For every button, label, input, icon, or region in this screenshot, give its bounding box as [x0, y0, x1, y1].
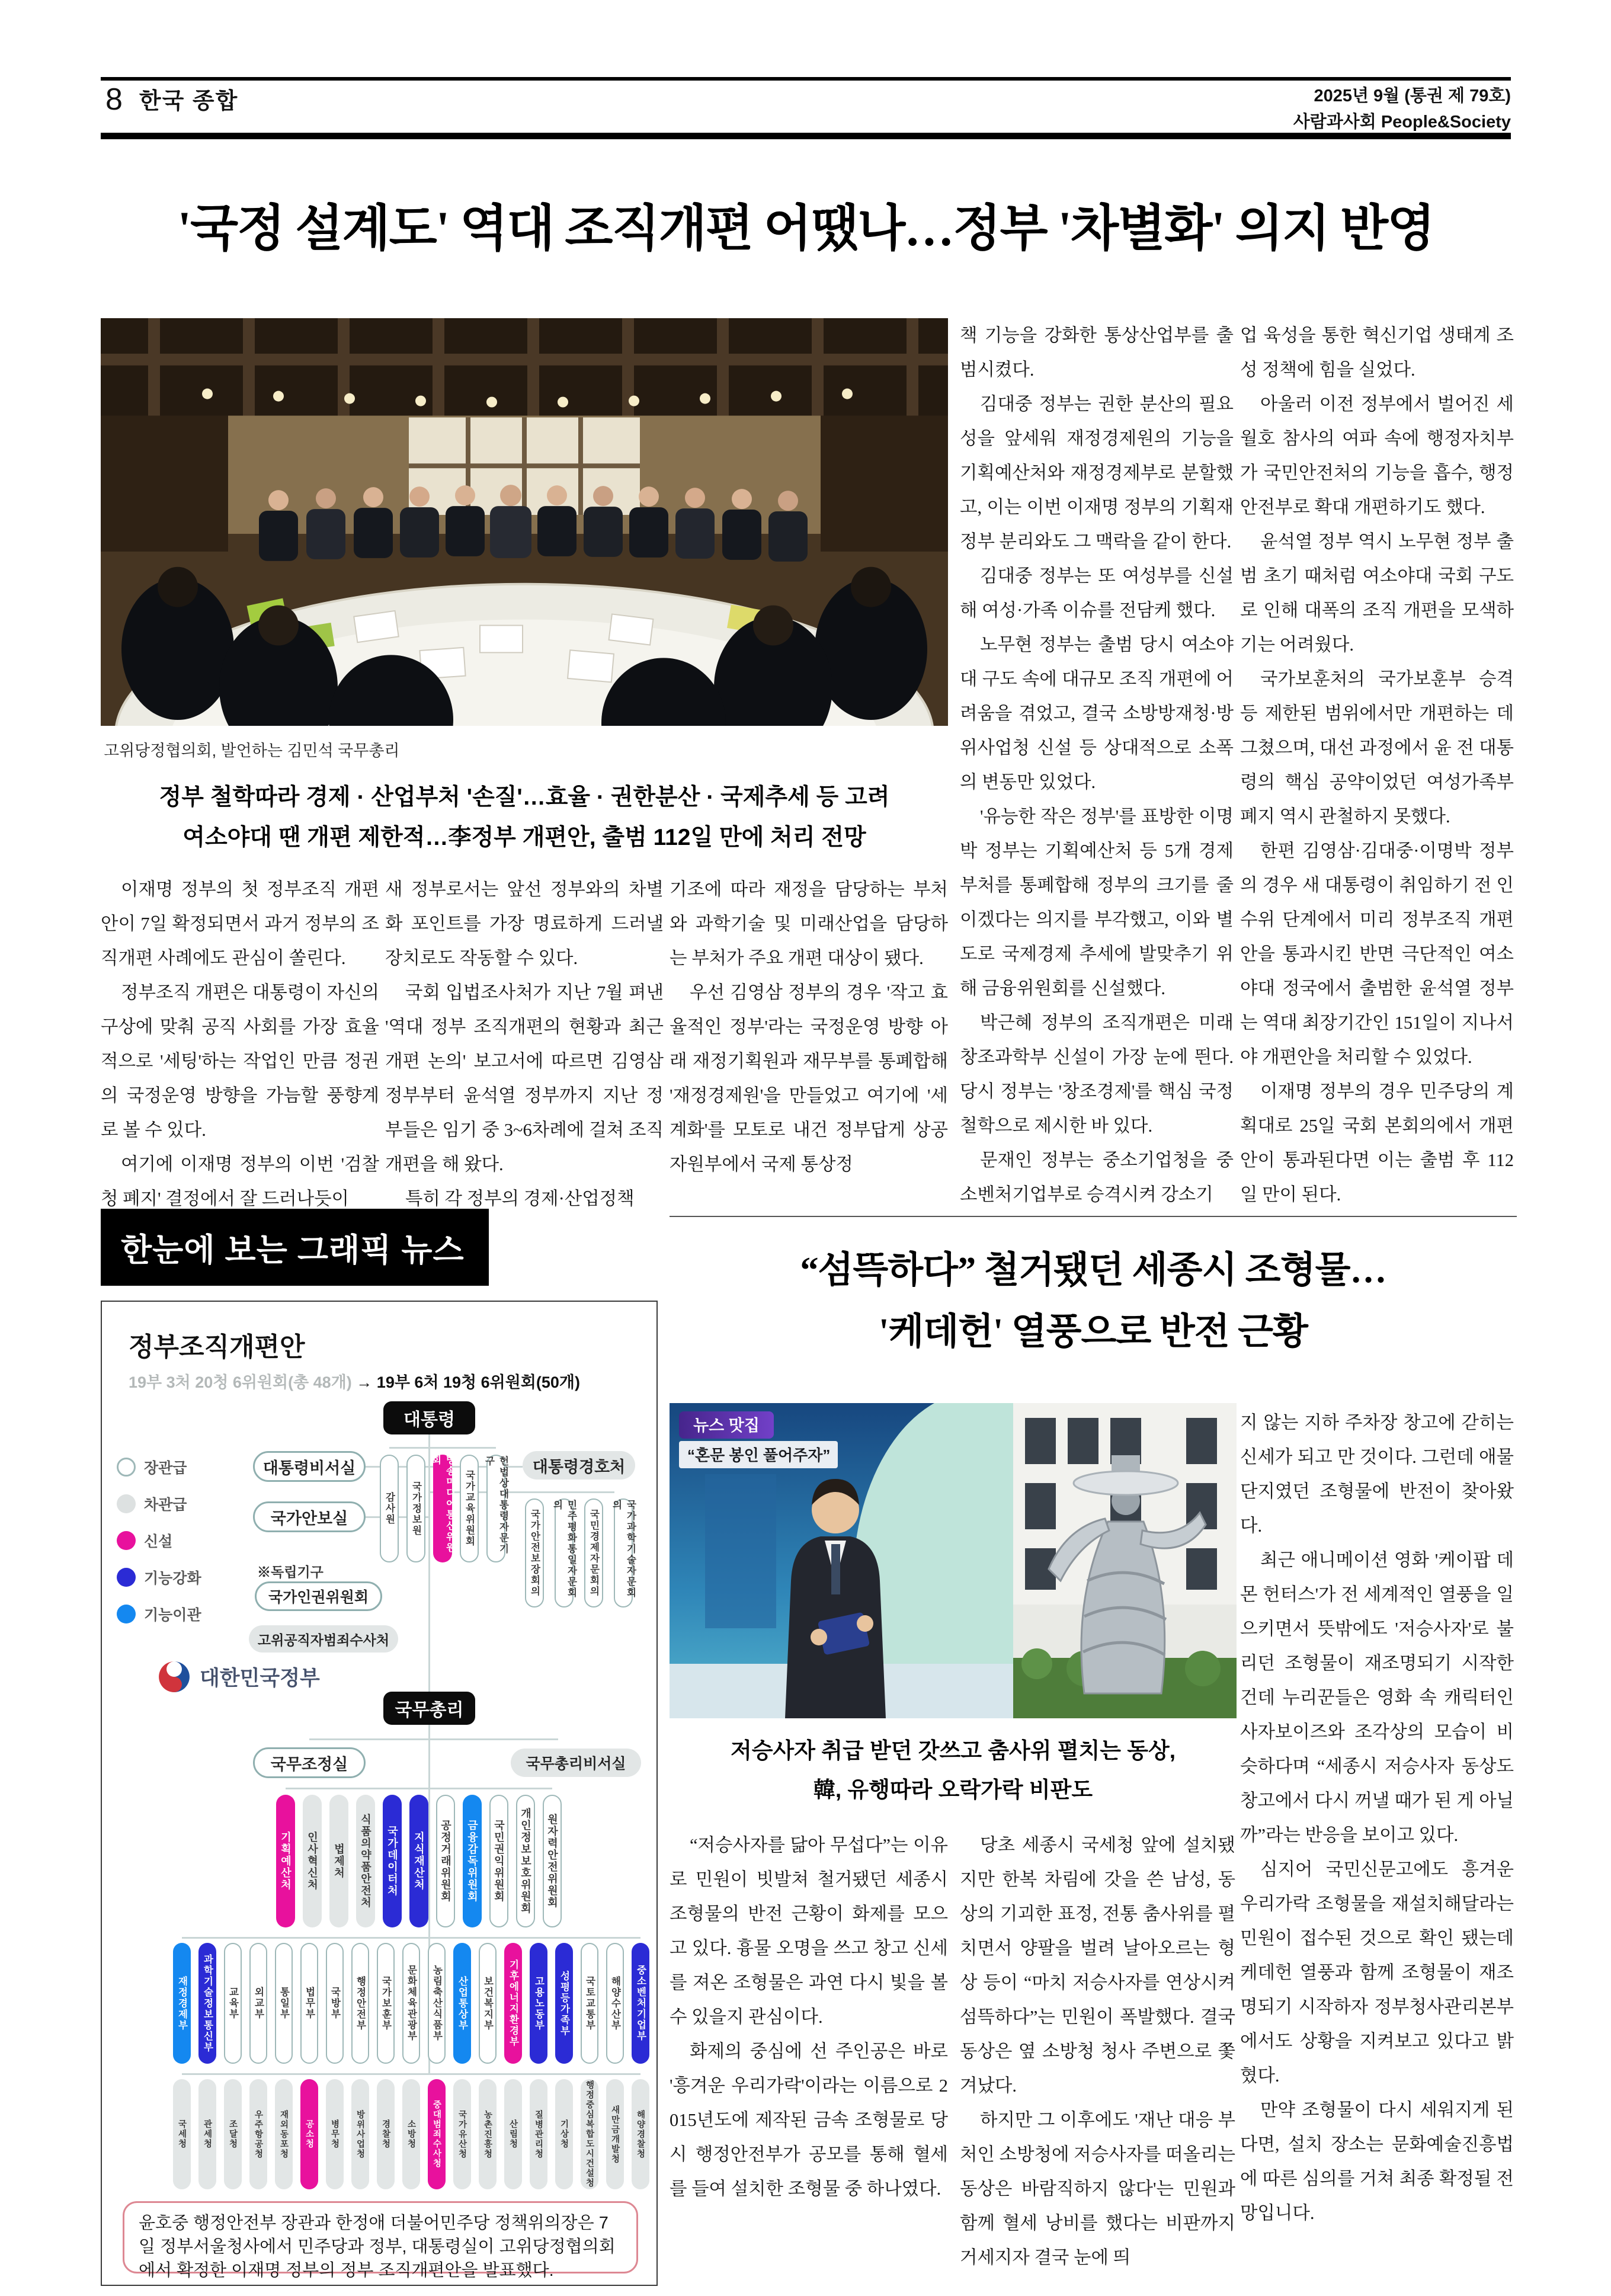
org-pill-label: 법무부 — [304, 1987, 315, 2020]
org-pill — [483, 1455, 508, 1562]
org-pill-label: 성평등가족부 — [559, 1970, 569, 2036]
org-pill-label: 국토교통부 — [584, 1975, 595, 2031]
org-pill-label: 국가안전보장회의 — [529, 1509, 540, 1597]
header-rule-bottom — [101, 133, 1511, 139]
article-paragraph: 특히 각 정부의 경제·산업정책 — [405, 1189, 635, 1208]
org-pill-label: 국가보훈부 — [380, 1975, 391, 2031]
org-pill — [428, 2079, 446, 2189]
article-paragraph: 하지만 그 이후에도 '재난 대응 부처인 소방청에 저승사자를 떠올리는 동상은 바람직하지 않다'는 민원과 함께 혈세 낭비를 했다는 비판까지 거세지자 결국 눈에 띄 — [960, 2110, 1235, 2268]
org-pill-label: 감사원 — [384, 1492, 395, 1525]
pres-agencies-row — [380, 1455, 508, 1562]
subhead-line: 저승사자 취급 받던 갓쓰고 춤사위 펼치는 동상, — [730, 1738, 1176, 1763]
article-paragraph: 우선 김영삼 정부의 경우 '작고 효율적인 정부'라는 국정운영 방향 아래 재정기획원과 재무부를 통폐합해 '재정경제원'을 만들었고 여기에 '세계화'를 모토로 내건 정부답게 상공자원부에서 국제 통상정 — [670, 982, 948, 1174]
korea-government-label: 대한민국정부 — [200, 1667, 320, 1690]
org-pill — [516, 1795, 535, 1927]
org-pill-label: 국방부 — [329, 1987, 340, 2020]
org-pill-label: 행정중심복합도시건설청 — [584, 2080, 594, 2188]
org-pill-label: 통일부 — [278, 1987, 289, 2020]
subhead-line: 정부 철학따라 경제 · 산업부처 '손질'…효율 · 권한분산 · 국제추세 등 고려 — [159, 784, 890, 810]
org-pill — [555, 2079, 573, 2189]
org-pill — [406, 1455, 425, 1562]
org-pill-label: 방위사업청 — [355, 2109, 365, 2159]
org-pill — [249, 2079, 267, 2189]
legend-label: 장관급 — [144, 1460, 187, 1477]
article1-column-1 — [101, 872, 379, 1208]
org-pill — [428, 1943, 446, 2064]
edition-name: 사람과사회 People&Society — [1293, 113, 1511, 132]
article-paragraph: 최근 애니메이션 영화 '케이팝 데몬 헌터스'가 전 세계적인 열풍을 일으키면서 뜻밖에도 '저승사자'로 불리던 조형물이 재조명되기 시작한 건데 누리꾼들은 영화 속 캐릭터인 사자보이즈와 조각상의 모습이 비슷하다며 “세종시 저승사자 동상도 창고에서 다시 꺼낼 때가 된 게 아닐까”라는 반응을 보이고 있다. — [1240, 1550, 1514, 1845]
node-prime-minister: 국무총리 — [383, 1692, 475, 1725]
org-pill — [632, 2079, 649, 2189]
org-pill — [584, 1498, 603, 1607]
org-pill-label: 방송미디어통신위원회 — [430, 1455, 455, 1554]
article2-headline-line: “섬뜩하다” 철거됐던 세종시 조형물… — [800, 1250, 1386, 1291]
org-pill-label: 개인정보보호위원회 — [520, 1808, 531, 1914]
org-chart-box — [101, 1301, 658, 2286]
org-pill — [460, 1455, 479, 1562]
org-pill — [326, 1943, 344, 2064]
legend-item — [117, 1522, 201, 1559]
org-pill-label: 우주항공청 — [253, 2109, 263, 2159]
article2-subhead — [670, 1731, 1237, 1810]
org-pill — [198, 1943, 216, 2064]
article-paragraph: 김대중 정부는 권한 분산의 필요성을 앞세워 재정경제원의 기능을 기획예산처와 재정경제부로 분할했고, 이는 이번 이재명 정부의 기획재정부 분리와도 그 맥락을 같이 한다. — [960, 394, 1234, 552]
ministries-row — [173, 1943, 649, 2064]
article-paragraph: 업 육성을 통한 혁신기업 생태계 조성 정책에 힘을 실었다. — [1240, 325, 1514, 380]
article-paragraph: 당초 세종시 국세청 앞에 설치됐지만 한복 차림에 갓을 쓴 남성, 동상의 기괴한 표정, 전통 춤사위를 펼치면서 양팔을 벌려 날아오르는 형상 등이 “마치 저승사자를 연상시켜 섬뜩하다”는 민원이 폭발했다. 결국 동상은 옆 소방청 청사 주변으로 쫓겨났다. — [960, 1835, 1235, 2096]
meeting-photo-illustration — [101, 318, 948, 726]
article-paragraph: 노무현 정부는 출범 당시 여소야대 구도 속에 대규모 조직 개편에 어려움을 겪었고, 결국 소방방재청·방위사업청 신설 등 상대적으로 소폭의 변동만 있었다. — [960, 635, 1234, 792]
header-rule-top — [101, 77, 1511, 81]
org-pill-label: 과학기술정보통신부 — [202, 1954, 213, 2053]
org-pill-label: 보건복지부 — [482, 1975, 493, 2031]
org-pill-label: 고용노동부 — [533, 1975, 544, 2031]
org-count-after: → 19부 6처 19청 6위원회(50개) — [356, 1373, 580, 1391]
article-paragraph: 국가보훈처의 국가보훈부 승격 등 제한된 범위에서만 개편하는 데 그쳤으며, 대선 과정에서 윤 전 대통령의 핵심 공약이었던 여성가족부 폐지 역시 관철하지 못했다. — [1240, 669, 1514, 827]
article-paragraph: 국회 입법조사처가 지난 7월 펴낸 '역대 정부 조직개편의 현황과 최근 개편 논의' 보고서에 따르면 김영삼 정부부터 윤석열 정부까지 지난 정부들은 임기 중 3~6차례에 걸쳐 조직개편을 해 왔다. — [385, 982, 664, 1174]
org-pill — [351, 2079, 369, 2189]
org-pill — [300, 2079, 318, 2189]
graphic-news-banner-label: 한눈에 보는 그래픽 뉴스 — [121, 1232, 465, 1268]
org-pill-label: 기후에너지환경부 — [508, 1959, 518, 2047]
org-pill-label: 농림축산식품부 — [431, 1965, 442, 2042]
org-pill — [276, 1795, 295, 1927]
article-paragraph: 한편 김영삼·김대중·이명박 정부의 경우 새 대통령이 취임하기 전 인수위 단계에서 미리 정부조직 개편안을 통과시킨 반면 극단적인 여소야대 정국에서 출범한 윤석열 정부는 역대 최장기간인 151일이 지나서야 개편안을 처리할 수 있었다. — [1240, 841, 1514, 1067]
legend-item — [117, 1559, 201, 1596]
article2-column-1 — [670, 1828, 948, 2281]
org-pill-label: 질병관리청 — [533, 2109, 543, 2159]
org-pill — [581, 1943, 598, 2064]
org-pill — [530, 1943, 547, 2064]
org-pill — [430, 1455, 455, 1562]
node-president: 대통령 — [383, 1401, 475, 1434]
org-pill-label: 경찰청 — [380, 2119, 390, 2149]
org-pill-label: 국가정보원 — [411, 1481, 421, 1536]
article-paragraph: 화제의 중심에 선 주인공은 바로 '흥겨운 우리가락'이라는 이름으로 2015년도에 제작된 금속 조형물로 당시 행정안전부가 공모를 통해 혈세를 들여 설치한 조형물 중 하나였다. — [670, 2041, 948, 2199]
org-pill — [453, 2079, 471, 2189]
org-chart-title: 정부조직개편안 — [129, 1333, 305, 1362]
article2-column-3 — [1240, 1405, 1514, 2282]
article-paragraph: 정부조직 개편은 대통령이 자신의 구상에 맞춰 공직 사회를 가장 효율적으로 '세팅'하는 작업인 만큼 정권의 국정운영 방향을 가늠할 풍향계로 볼 수 있다. — [101, 982, 379, 1140]
org-pill-label: 민주평화통일자문회의 — [552, 1500, 576, 1599]
org-pill-label: 재정경제부 — [177, 1975, 187, 2031]
org-chart-caption: 윤호중 행정안전부 장관과 한정애 더불어민주당 정책위의장은 7일 정부서울청사에서 민주당과 정부, 대통령실이 고위당정협의회에서 확정한 이재명 정부의 정부 조직개편안을 발표했다. — [123, 2201, 638, 2273]
article2-separator — [670, 1216, 1517, 1217]
news-broadcast-photo — [670, 1403, 1237, 1718]
article-paragraph: 박근혜 정부의 조직개편은 미래창조과학부 신설이 가장 눈에 띈다. 당시 정부는 '창조경제'를 핵심 국정철학으로 제시한 바 있다. — [960, 1013, 1234, 1136]
org-pill-label: 재외동포청 — [278, 2109, 289, 2159]
article1-column-3 — [670, 872, 948, 1208]
org-connector — [182, 1937, 640, 1939]
org-pill — [173, 2079, 191, 2189]
article-paragraph: 여기에 이재명 정부의 이번 '검찰청 폐지' 결정에서 잘 드러나듯이 — [101, 1154, 379, 1208]
subhead-line: 여소야대 땐 개편 제한적…李정부 개편안, 출범 112일 만에 처리 전망 — [182, 825, 866, 850]
offices-row — [173, 2079, 649, 2189]
org-pill-label: 소방청 — [406, 2119, 416, 2149]
korea-government-logo — [158, 1661, 320, 1693]
taegeuk-icon — [158, 1661, 190, 1693]
legend-label: 신설 — [144, 1533, 173, 1550]
issue-info: 2025년 9월 (통권 제 79호) — [1314, 87, 1511, 105]
org-pill — [436, 1795, 455, 1927]
org-pill — [581, 2079, 598, 2189]
section-title: 한국 종합 — [139, 89, 239, 114]
org-count-before: 19부 3처 20청 6위원회(총 48개) — [129, 1373, 352, 1391]
org-pill-label: 새만금개발청 — [610, 2105, 620, 2164]
org-pill — [552, 1498, 576, 1607]
org-pill-label: 중소벤처기업부 — [635, 1965, 646, 2042]
org-pill — [489, 1795, 508, 1927]
legend-item — [117, 1485, 201, 1522]
article-paragraph: 만약 조형물이 다시 세워지게 된다면, 설치 장소는 문화예술진흥법에 따른 심의를 거쳐 최종 확정될 전망입니다. — [1240, 2100, 1514, 2223]
org-pill — [329, 1795, 348, 1927]
legend-label: 기능이관 — [144, 1607, 201, 1623]
article-paragraph: 지 않는 지하 주차장 창고에 갇히는 신세가 되고 만 것이다. 그런데 애물단지였던 조형물에 반전이 찾아왔다. — [1240, 1413, 1514, 1536]
org-pill — [275, 1943, 293, 2064]
org-pill — [402, 1943, 420, 2064]
org-pill-label: 문화체육관광부 — [406, 1965, 417, 2042]
org-pill-label: 교육부 — [228, 1987, 238, 2020]
org-pill-label: 금융감독위원회 — [466, 1820, 478, 1903]
legend-item — [117, 1449, 201, 1485]
org-pill — [224, 2079, 242, 2189]
legend-swatch-icon — [117, 1531, 136, 1550]
org-pill-label: 공정거래위원회 — [440, 1820, 451, 1903]
org-pill-label: 법제처 — [333, 1843, 345, 1879]
org-pill — [504, 1943, 522, 2064]
legend-swatch-icon — [117, 1494, 136, 1513]
org-pill-label: 해양경찰청 — [635, 2109, 645, 2159]
org-connector — [182, 2073, 640, 2075]
article1-column-4 — [960, 318, 1234, 1208]
node-national-security-office: 국가안보실 — [253, 1501, 366, 1532]
article-paragraph: 심지어 국민신문고에도 흥겨운 우리가락 조형물을 재설치해달라는 민원이 접수된 것으로 확인 됐는데 케데헌 열풍과 함께 조형물이 재조명되기 시작하자 정부청사관리본부에서도 상황을 지켜보고 있다고 밝혔다. — [1240, 1859, 1514, 2086]
advisory-bodies-row — [525, 1498, 636, 1607]
org-pill — [504, 2079, 522, 2189]
page-number: 8 — [105, 82, 123, 117]
article1-subhead — [101, 777, 948, 858]
org-pill — [377, 2079, 395, 2189]
photo-caption: 고위당정협의회, 발언하는 김민석 국무총리 — [104, 742, 400, 760]
org-pill-label: 국가유산청 — [457, 2109, 467, 2159]
org-pill-label: 헌법상대통령자문기구 — [483, 1456, 508, 1555]
org-pill — [479, 1943, 497, 2064]
org-pill — [326, 2079, 344, 2189]
org-pill — [606, 2079, 624, 2189]
article-paragraph: 새 정부로서는 앞선 정부와의 차별화 포인트를 가장 명료하게 드러낼 장치로도 작동할 수 있다. — [385, 879, 664, 968]
article2-column-2 — [960, 1828, 1235, 2281]
node-presidential-secretariat: 대통령비서실 — [253, 1451, 366, 1482]
article-paragraph: 윤석열 정부 역시 노무현 정부 출범 초기 때처럼 여소야대 국회 구도로 인해 대폭의 조직 개편을 모색하기는 어려웠다. — [1240, 531, 1514, 655]
org-pill — [356, 1795, 375, 1927]
header-right — [1293, 83, 1511, 135]
org-pill — [380, 1455, 399, 1562]
node-pm-secretariat: 국무총리비서실 — [511, 1749, 641, 1777]
article-paragraph: 이재명 정부의 경우 민주당의 계획대로 25일 국회 본회의에서 개편안이 통과된다면 이는 출범 후 112일 만이 된다. — [1240, 1081, 1514, 1205]
org-chart-legend — [117, 1449, 201, 1632]
org-pill — [351, 1943, 369, 2064]
org-pill — [303, 1795, 322, 1927]
org-pill-label: 조달청 — [228, 2119, 238, 2149]
org-pill-label: 기상청 — [559, 2119, 569, 2149]
org-pill — [606, 1943, 624, 2064]
org-pill-label: 식품의약품안전처 — [360, 1814, 371, 1908]
org-pill-label: 국가데이터처 — [386, 1826, 398, 1897]
node-cio: 고위공직자범죄수사처 — [249, 1625, 398, 1653]
news-strap-text: “혼문 봉인 풀어주자” — [687, 1446, 831, 1464]
org-pill-label: 외교부 — [253, 1987, 264, 2020]
org-pill-label: 국민권익위원회 — [493, 1820, 505, 1903]
org-pill — [377, 1943, 395, 2064]
org-pill-label: 인사혁신처 — [306, 1831, 318, 1891]
subhead-line: 韓, 유행따라 오락가락 비판도 — [813, 1778, 1093, 1802]
news-broadcast-illustration — [670, 1403, 1237, 1718]
org-pill-label: 중대범죄수사청 — [431, 2100, 441, 2169]
org-pill-label: 병무청 — [329, 2119, 340, 2149]
article-paragraph: “저승사자를 닮아 무섭다”는 이유로 민원이 빗발쳐 철거됐던 세종시 조형물의 반전 근황이 화제를 모으고 있다. 흉물 오명을 쓰고 창고 신세를 져온 조형물은 과연 다시 빛을 볼 수 있을지 관심이다. — [670, 1835, 948, 2027]
org-pill-label: 국가교육위원회 — [464, 1470, 475, 1547]
org-pill-label: 국가과학기술자문회의 — [611, 1500, 636, 1599]
news-badge-text: 뉴스 맛집 — [693, 1417, 760, 1434]
node-human-rights-commission: 국가인권위원회 — [255, 1581, 382, 1611]
org-chart-subtitle — [129, 1369, 580, 1392]
org-connector — [389, 1447, 496, 1449]
legend-item — [117, 1596, 201, 1632]
org-pill-label: 행정안전부 — [355, 1975, 366, 2031]
article1-column-5 — [1240, 318, 1514, 1208]
org-pill — [275, 2079, 293, 2189]
org-pill — [409, 1795, 428, 1927]
graphic-news-banner — [101, 1209, 489, 1286]
org-pill-label: 농촌진흥청 — [482, 2109, 492, 2159]
article-paragraph: 김대중 정부는 또 여성부를 신설해 여성·가족 이슈를 전담케 했다. — [960, 566, 1234, 620]
org-pill — [611, 1498, 636, 1607]
article1-column-2 — [385, 872, 664, 1208]
org-pill — [555, 1943, 573, 2064]
org-pill-label: 공소청 — [304, 2119, 314, 2149]
legend-swatch-icon — [117, 1605, 136, 1623]
header-left — [105, 84, 238, 115]
legend-label: 기능강화 — [144, 1570, 201, 1587]
article-paragraph: 책 기능을 강화한 통상산업부를 출범시켰다. — [960, 325, 1234, 380]
org-pill — [383, 1795, 402, 1927]
meeting-photo — [101, 318, 948, 726]
org-pill-label: 원자력안전위원회 — [546, 1814, 558, 1908]
org-pill — [463, 1795, 482, 1927]
org-pill — [543, 1795, 562, 1927]
org-pill — [300, 1943, 318, 2064]
org-connector — [309, 1738, 558, 1740]
org-pill-label: 지식재산처 — [413, 1831, 425, 1891]
org-pill — [479, 2079, 497, 2189]
article2-headline — [670, 1240, 1517, 1363]
org-pill-label: 국세청 — [177, 2119, 187, 2149]
org-pill-label: 기획예산처 — [280, 1831, 292, 1891]
org-pill — [530, 2079, 547, 2189]
article-paragraph: 아울러 이전 정부에서 벌어진 세월호 참사의 여파 속에 행정자치부가 국민안전처의 기능을 흡수, 행정안전부로 확대 개편하기도 했다. — [1240, 394, 1514, 517]
org-pill-label: 관세청 — [202, 2119, 212, 2149]
org-pill — [224, 1943, 242, 2064]
node-pm-coordination-office: 국무조정실 — [253, 1747, 366, 1778]
org-pill — [525, 1498, 544, 1607]
org-pill — [632, 1943, 649, 2064]
node-presidential-security-service: 대통령경호처 — [523, 1451, 635, 1480]
org-pill-label: 산업통상부 — [457, 1975, 467, 2031]
article-paragraph: 문재인 정부는 중소기업청을 중소벤처기업부로 승격시켜 강소기 — [960, 1150, 1234, 1205]
org-pill — [173, 1943, 191, 2064]
legend-swatch-icon — [117, 1568, 136, 1587]
article-paragraph: '유능한 작은 정부'를 표방한 이명박 정부는 기획예산처 등 5개 경제부처를 통폐합해 정부의 크기를 줄이겠다는 의지를 부각했고, 이와 별도로 국제경제 추세에 발맞추기 위해 금융위원회를 신설했다. — [960, 806, 1234, 998]
org-pill — [198, 2079, 216, 2189]
org-pill — [402, 2079, 420, 2189]
legend-label: 차관급 — [144, 1497, 187, 1513]
independent-bodies-label: ※독립기구 — [257, 1564, 324, 1580]
article-paragraph: 이재명 정부의 첫 정부조직 개편안이 7일 확정되면서 과거 정부의 조직개편 사례에도 관심이 쏠린다. — [101, 879, 379, 968]
org-pill-label: 국민경제자문회의 — [588, 1509, 599, 1597]
org-pill — [249, 1943, 267, 2064]
org-connector — [286, 1788, 552, 1789]
agencies-row — [276, 1795, 562, 1927]
org-pill-label: 산림청 — [508, 2119, 518, 2149]
org-pill-label: 해양수산부 — [610, 1975, 620, 2031]
org-pill — [453, 1943, 471, 2064]
article-paragraph: 기조에 따라 재정을 담당하는 부처와 과학기술 및 미래산업을 담당하는 부처가 주요 개편 대상이 됐다. — [670, 879, 948, 968]
article2-headline-line: '케데헌' 열풍으로 반전 근황 — [879, 1312, 1308, 1352]
main-headline: '국정 설계도' 역대 조직개편 어땠나…정부 '차별화' 의지 반영 — [177, 201, 1434, 257]
legend-swatch-icon — [117, 1458, 136, 1477]
